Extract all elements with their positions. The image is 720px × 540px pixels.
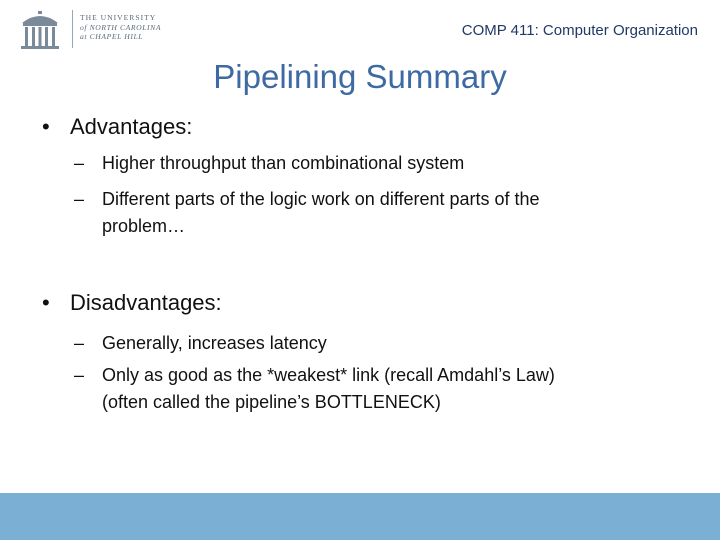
- dash-icon: –: [74, 153, 85, 173]
- wordmark-line-3: at CHAPEL HILL: [80, 32, 144, 42]
- sub-bullet-text: Higher throughput than combinational system: [102, 153, 465, 173]
- bullet-dot-icon: •: [42, 290, 50, 315]
- dash-icon: –: [74, 189, 85, 209]
- bullet-dot-icon: •: [42, 114, 50, 139]
- logo-divider: [72, 10, 73, 48]
- university-wordmark: [80, 13, 161, 42]
- sub-bullet-text: Different parts of the logic work on different parts of the problem…: [102, 189, 540, 236]
- bullet-disadvantages: [42, 290, 222, 316]
- course-title: COMP 411: Computer Organization: [461, 22, 698, 39]
- dash-icon: –: [74, 365, 85, 385]
- sub-bullet-text: Only as good as the *weakest* link (recall Amdahl’s Law) (often called the pipeline’s BOTTLENECK): [102, 365, 555, 412]
- dash-icon: –: [74, 333, 85, 353]
- section-heading: Disadvantages:: [70, 290, 222, 315]
- footer-bar: [0, 493, 720, 540]
- old-well-icon: [18, 7, 62, 51]
- sub-bullet: [74, 330, 327, 357]
- wordmark-line-2: of NORTH CAROLINA: [80, 22, 162, 32]
- section-heading: Advantages:: [70, 114, 193, 139]
- bullet-advantages: [42, 114, 192, 140]
- sub-bullet: [74, 186, 540, 240]
- sub-bullet-text: Generally, increases latency: [102, 333, 327, 353]
- sub-bullet: [74, 362, 555, 416]
- sub-bullet: [74, 150, 464, 177]
- unc-logo: [14, 7, 184, 53]
- wordmark-line-1: THE UNIVERSITY: [80, 13, 157, 22]
- slide-title: Pipelining Summary: [213, 58, 507, 95]
